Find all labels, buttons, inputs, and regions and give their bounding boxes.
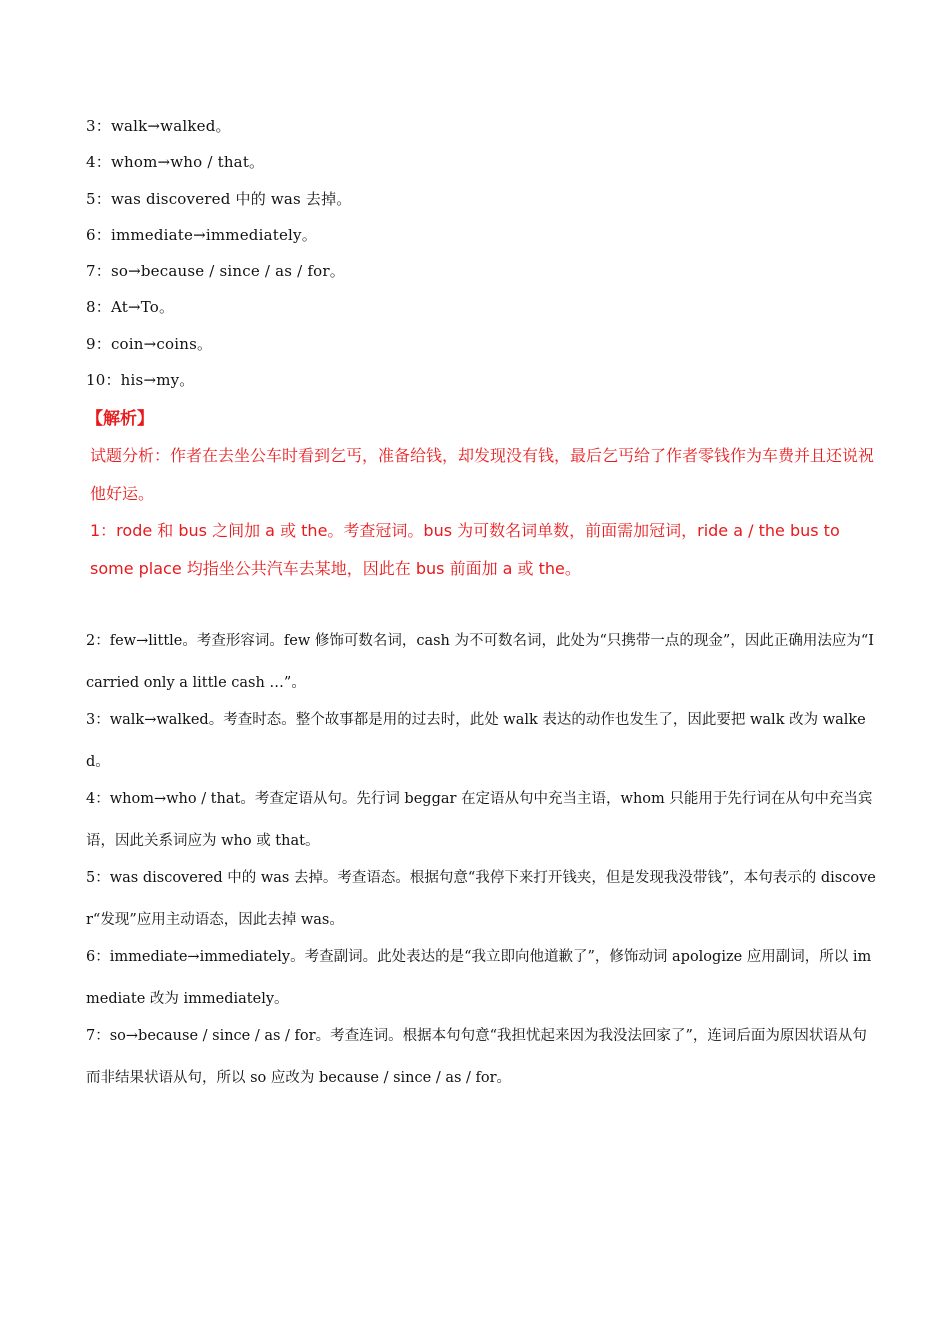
explanation-item: 2：few→little。考查形容词。few 修饰可数名词，cash 为不可数名词，此处为“只携带一点的现金”，因此正确用法应为“I carried only a little cash …”。: [86, 633, 874, 691]
explanation-item: 6：immediate→immediately。考查副词。此处表达的是“我立即向他道歉了”，修饰动词 apologize 应用副词，所以 immediate 改为 immediately。: [86, 949, 872, 1007]
answer-line: 8：At→To。: [86, 298, 175, 317]
analysis-intro: 试题分析：作者在去坐公车时看到乞丐，准备给钱，却发现没有钱，最后乞丐给了作者零钱作为车费并且还说祝他好运。: [90, 446, 875, 503]
answer-line: 6：immediate→immediately。: [86, 225, 317, 244]
answer-line: 5：was discovered 中的 was 去掉。: [86, 189, 352, 208]
answer-line: 9：coin→coins。: [86, 334, 213, 353]
answer-line: 7：so→because / since / as / for。: [86, 262, 345, 281]
explanation-item: 4：whom→who / that。考查定语从句。先行词 beggar 在定语从句中充当主语，whom 只能用于先行词在从句中充当宾语，因此关系词应为 who 或 that。: [86, 791, 873, 849]
explanation-list: [86, 620, 876, 1094]
answer-line: 4：whom→who / that。: [86, 153, 265, 172]
answer-line: 3：walk→walked。: [86, 117, 231, 135]
answer-line: 10：his→my。: [86, 371, 195, 390]
analysis-item-1: 1：rode 和 bus 之间加 a 或 the。考查冠词。bus 为可数名词单数，前面需加冠词，ride a / the bus to some place 均指坐公共汽车去某地，因此在 bus 前面加 a 或 the。: [90, 521, 840, 578]
answer-list: [86, 116, 352, 406]
explanation-item: 3：walk→walked。考查时态。整个故事都是用的过去时，此处 walk 表达的动作也发生了，因此要把 walk 改为 walked。: [86, 712, 866, 770]
explanation-item: 7：so→because / since / as / for。考查连词。根据本句句意“我担忧起来因为我没法回家了”，连词后面为原因状语从句而非结果状语从句，所以 so 应改为 because / since / as / for。: [86, 1028, 867, 1086]
analysis-heading: 【解析】: [86, 409, 154, 429]
explanation-item: 5：was discovered 中的 was 去掉。考查语态。根据句意“我停下来打开钱夹，但是发现我没带钱”，本句表示的 discover“发现”应用主动语态，因此去掉 was。: [86, 870, 876, 928]
